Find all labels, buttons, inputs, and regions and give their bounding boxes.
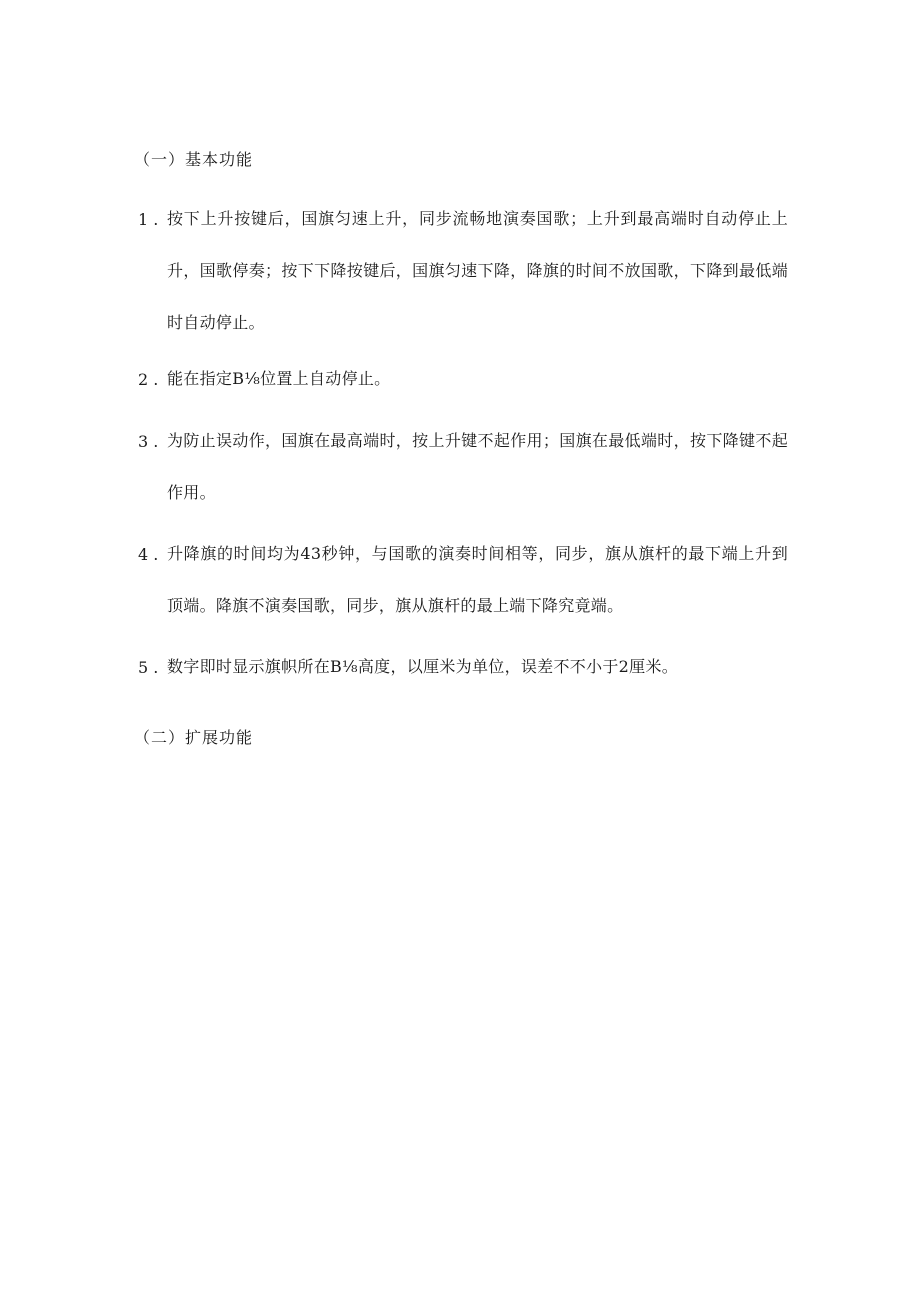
section-heading-extended: （二）扩展功能 xyxy=(134,728,254,747)
list-item-text: 数字即时显示旗帜所在B⅛高度，以厘米为单位，误差不不小于2厘米。 xyxy=(167,657,679,676)
list-item-text: 为防止误动作，国旗在最高端时，按上升键不起作用；国旗在最低端时，按下降键不起作用。 xyxy=(167,431,788,502)
list-item-number: 2 . xyxy=(138,370,159,389)
list-item-4 xyxy=(138,545,788,632)
section-heading-basic: （一）基本功能 xyxy=(134,150,254,169)
list-item-2 xyxy=(138,370,788,405)
list-item-number: 4 . xyxy=(138,545,159,564)
list-item-text: 能在指定B⅛位置上自动停止。 xyxy=(167,369,391,388)
list-item-number: 5 . xyxy=(138,658,159,677)
list-item-1 xyxy=(138,210,788,349)
list-item-number: 1 . xyxy=(138,210,159,229)
list-item-3 xyxy=(138,432,788,519)
list-item-number: 3 . xyxy=(138,432,159,451)
list-item-text: 按下上升按键后，国旗匀速上升，同步流畅地演奏国歌；上升到最高端时自动停止上升，国歌停奏；按下下降按键后，国旗匀速下降，降旗的时间不放国歌，下降到最低端时自动停止。 xyxy=(167,209,788,332)
list-item-text: 升降旗的时间均为43秒钟，与国歌的演奏时间相等，同步，旗从旗杆的最下端上升到顶端。降旗不演奏国歌，同步，旗从旗杆的最上端下降究竟端。 xyxy=(167,544,788,615)
list-item-5 xyxy=(138,658,788,693)
